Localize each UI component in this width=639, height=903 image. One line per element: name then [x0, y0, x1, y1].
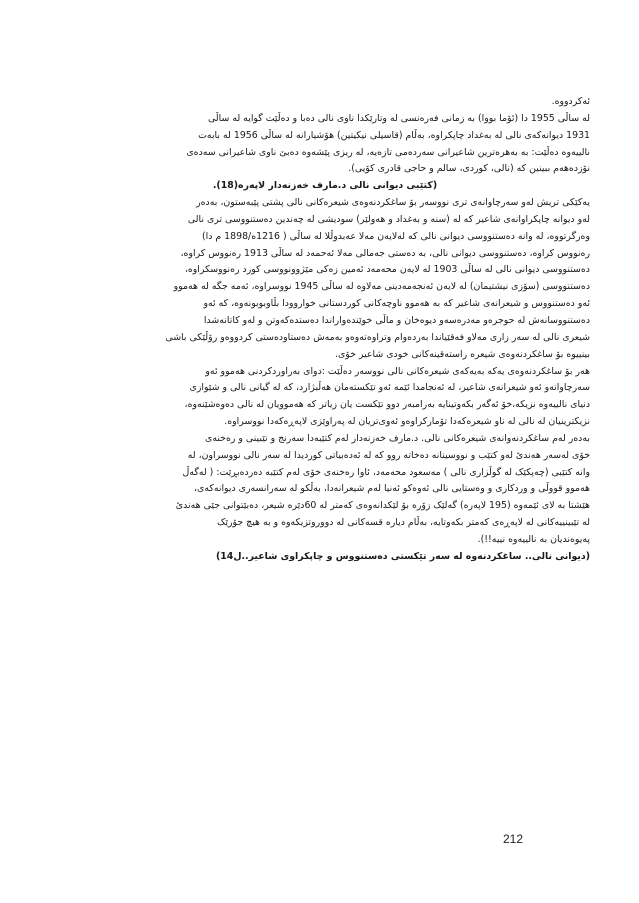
- text-line: شیعری نالی لە سەر زاری مەلاو فەقێیاندا بەردەوام وتراوەتەوەو بەمەش دەستاودەستی کردووەو رۆڵێکی باشی: [165, 331, 590, 343]
- text-line: دەستنووسی (سۆزی نیشتیمان) لە لایەن ئەنجەمەدینی مەلاوە لە ساڵی 1945 نووسراوە، ئەمە جگە لە هەموو: [173, 281, 590, 293]
- text-line: نالییەوە دەڵێت: بە بەهرەترین شاعیرانی سەردەمی تازەیە، لە ریزی پێشەوە دەبێ ناوی شاعیرانی سەدەی: [186, 146, 590, 158]
- text-line: وانە کتێبی (چەپکێک لە گوڵزاری نالی ) مەسعود محەمەد، ئاوا رەخنەی خۆی لەم کتێبە دەردەبڕێت: ( لەگەڵ: [182, 466, 590, 478]
- text-line: بەدەر لەم ساغکردنەوانەی شیعرەکانی نالی. د.مارف خەزنەدار لەم کتێبەدا سەرنج و تێبینی و رەخنەی: [204, 432, 590, 444]
- page-number: 212: [503, 832, 524, 846]
- text-line: پەیوەندیان بە نالییەوە نییە!!).: [477, 533, 590, 545]
- text-line: دەستنووسانەش لە حوجرەو مەدرەسەو دیوەخان و ماڵی خوێندەواراندا دەستدەکەوتن و لەو کاتانەشدا: [203, 314, 590, 326]
- text-line: هەر بۆ ساغکردنەوەی یەکە بەیەکەی شیعرەکانی نالی نووسەر دەڵێت :دوای بەراوردکردنی هەموو ئەو: [205, 365, 590, 377]
- source-citation: (دیوانی نالی.. ساغکردنەوە لە سەر تێکستی دەستنووس و چاپکراوی شاعیر..ل14): [215, 550, 590, 562]
- text-line: خۆی لەسەر هەندێ لەو کتێب و نووسینانە دەخاتە روو کە لە ئەدەبیاتی کوردیدا لە سەر نالی نووسراون، لە: [187, 449, 590, 461]
- text-line: هێشتا بە لای ئێمەوە (195 لاپەرە) گەلێک زۆرە بۆ لێکدانەوەی کەمتر لە 60دێرە شیعر، دەبێتوانی جێی هەندێ: [175, 500, 590, 512]
- text-line: هەموو قووڵی و وردکاری و وەستایی نالی ئەوەکو ئەنیا لەم شیعرانەدا، بەڵکو لە سەرانسەری دیوانەکەی،: [193, 483, 590, 495]
- text-line: لە تێبینییەکانی لە لاپەڕەی کەمتر بکەوتایە، بەڵام دیارە قسەکانی لە دووروتزیکەوە و بە هیچ جۆرێک: [217, 517, 590, 529]
- paragraph: [60, 94, 590, 566]
- text-line: یەکێکی تریش لەو سەرچاوانەی تری نووسەر بۆ ساغکردنەوەی شیعرەکانی نالی پشتی پێبەستون، بەدەر: [196, 197, 590, 209]
- text-line: وەرگرتووە، لە وانە دەستنووسی دیوانی نالی کە لەلایەن مەلا عەبدوڵلا لە ساڵی ( 1216ه/1898 م دا): [201, 230, 590, 242]
- text-line: دنیای نالییەوە نزیکە،خۆ ئەگەر بکەوتینایە بەرامبەر دوو تێکست یان زیاتر کە هەموویان لە نالی دەوەشێنەوە،: [184, 399, 590, 411]
- text-line: دەستنووسی دیوانی نالی لە ساڵی 1903 لە لایەن محەمەد ئەمین زەکی مێژوونووسی کورد رەنووسکراوە،: [184, 264, 590, 276]
- text-line: 1931 دیوانەکەی نالی لە بەغداد چاپکراوە، بەڵام (قاسیلی نیکیتین) هۆشیارانە لە ساڵی 1956 لە بابەت: [198, 129, 590, 141]
- page-body: [60, 94, 590, 566]
- text-line: ئەو دەستنووس و شیعرانەی شاعیر کە بە هەموو ناوچەکانی کوردستانی خواروودا بڵاوبوبونەوە، کە ئەو: [203, 298, 590, 310]
- text-line: لە ساڵی 1955 دا (ئۆما بووا) بە زمانی فەرەنسی لە وتارێکدا ناوی نالی دەبا و دەڵێت گوایە لە ساڵی: [207, 112, 590, 124]
- text-line: نۆزدەهەم ببینین کە (نالی، کوردی، سالم و حاجی قادری کۆیی).: [348, 163, 590, 175]
- text-line: سەرچاوانەو ئەو شیعرانەی شاعیر، لە ئەنجامدا ئێمە ئەو تێکستەمان هەڵبژارد، کە لە گیانی نالی و شێوازی: [189, 382, 590, 394]
- text-line: ئەکردووە.: [551, 96, 590, 107]
- text-line: لەو دیوانە چاپکراوانەی شاعیر کە لە (سنە و بەغداد و هەولێر) سودیشی لە چەندین دەستنووسی تری نالی: [187, 213, 590, 225]
- text-line: نزیکترینیان لە نالی لە ناو شیعرەکەدا تۆمارکراوەو ئەوی‌تریان لە پەراوێزی لاپەڕەکەدا نووسراوە.: [224, 416, 590, 428]
- text-line: رەنووس کراوە، دەستنووسی دیوانی نالی، بە دەستی جەمالی مەلا ئەحمەد لە ساڵی 1913 رەنووس کراوە،: [180, 247, 590, 259]
- source-citation: (کتێبی دیوانی نالی د.مارف خەزنەدار لاپەرە(18).: [212, 180, 438, 192]
- text-line: بینییوە بۆ ساغکردنەوەی شیعرە راستەقینەکانی خودی شاعیر خۆی.: [334, 348, 590, 360]
